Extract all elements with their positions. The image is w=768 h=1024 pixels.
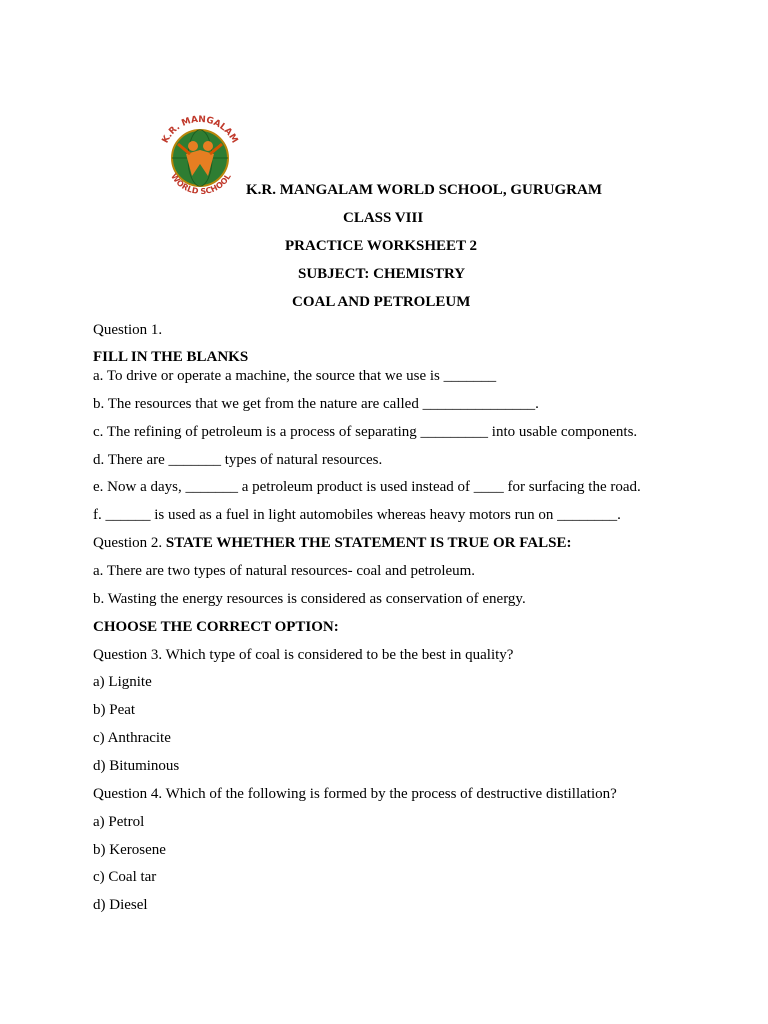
question-1-label: Question 1. [93,322,163,338]
question-3-option-b: b) Peat [93,702,136,718]
question-1-item-d: d. There are _______ types of natural resources. [93,452,383,468]
question-1-item-c: c. The refining of petroleum is a process of separating _________ into usable components. [93,424,638,440]
worksheet-title: PRACTICE WORKSHEET 2 [285,238,477,254]
question-1-item-b: b. The resources that we get from the nature are called _______________. [93,396,539,412]
question-1-heading: FILL IN THE BLANKS [93,349,249,365]
question-4-option-b: b) Kerosene [93,842,166,858]
question-1-item-f: f. ______ is used as a fuel in light automobiles whereas heavy motors run on ________. [93,507,621,523]
choose-heading: CHOOSE THE CORRECT OPTION: [93,619,339,635]
topic-title: COAL AND PETROLEUM [292,294,471,310]
subject-title: SUBJECT: CHEMISTRY [298,266,466,282]
question-4-option-a: a) Petrol [93,814,145,830]
question-2-item-b: b. Wasting the energy resources is considered as conservation of energy. [93,591,526,607]
question-2-label: Question 2. [93,535,166,551]
school-name: K.R. MANGALAM WORLD SCHOOL, GURUGRAM [246,182,602,198]
question-2 [93,534,571,552]
question-2-heading: STATE WHETHER THE STATEMENT IS TRUE OR FALSE: [165,535,572,551]
question-3-text: Question 3. Which type of coal is considered to be the best in quality? [93,647,514,663]
question-4-option-c: c) Coal tar [93,869,157,885]
question-2-item-a: a. There are two types of natural resources- coal and petroleum. [93,563,476,579]
logo-top-text: K.R. MANGALAM [160,114,240,146]
question-1-item-e: e. Now a days, _______ a petroleum product is used instead of ____ for surfacing the road. [93,479,641,495]
school-logo [150,108,250,202]
class-title: CLASS VIII [343,210,424,226]
question-1-item-a: a. To drive or operate a machine, the source that we use is _______ [93,368,497,384]
question-4-text: Question 4. Which of the following is formed by the process of destructive distillation? [93,786,617,802]
logo-bottom-text: WORLD SCHOOL [169,172,233,197]
question-3-option-d: d) Bituminous [93,758,180,774]
question-4-option-d: d) Diesel [93,897,148,913]
question-3-option-c: c) Anthracite [93,730,171,746]
question-3-option-a: a) Lignite [93,674,152,690]
